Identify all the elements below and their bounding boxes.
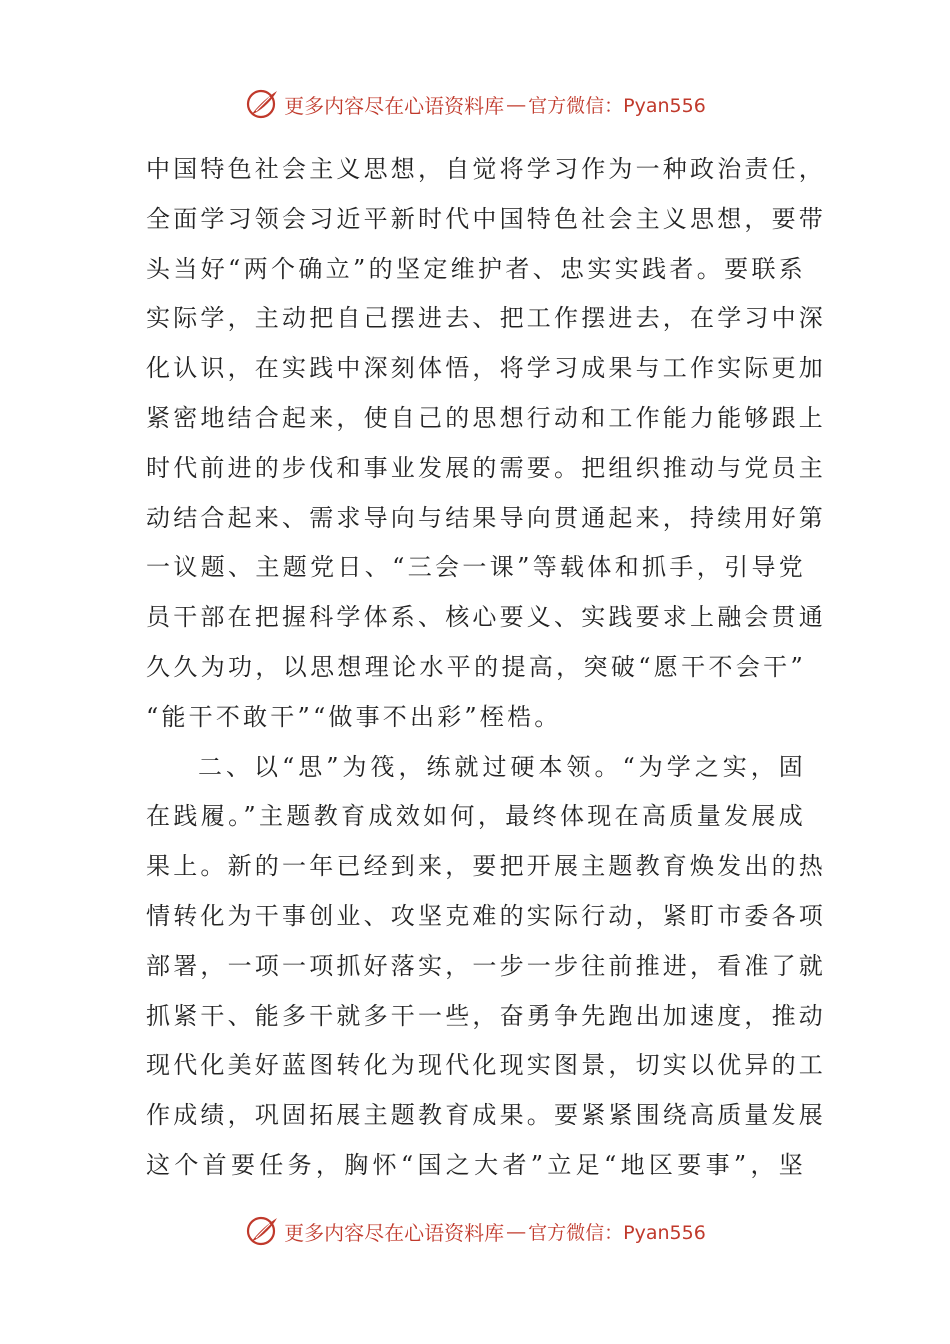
body-line: 紧密地结合起来，使自己的思想行动和工作能力能够跟上	[146, 403, 826, 432]
footer-banner	[0, 1211, 950, 1251]
body-line: 现代化美好蓝图转化为现代化现实图景，切实以优异的工	[146, 1051, 826, 1080]
banner-separator: —	[506, 1219, 527, 1243]
body-line: 在践履。”主题教育成效如何，最终体现在高质量发展成	[146, 802, 806, 831]
body-line: 情转化为干事创业、攻坚克难的实际行动，紧盯市委各项	[146, 901, 826, 930]
quill-logo-icon	[244, 1213, 280, 1249]
body-line: “能干不敢干”“做事不出彩”桎梏。	[146, 702, 562, 731]
body-line: 全面学习领会习近平新时代中国特色社会主义思想，要带	[146, 204, 826, 233]
banner-separator: —	[506, 92, 527, 116]
banner-wechat-text: 官方微信：Pyan556	[528, 1221, 706, 1244]
body-line: 实际学，主动把自己摆进去、把工作摆进去，在学习中深	[146, 304, 826, 333]
body-line: 抓紧干、能多干就多干一些，奋勇争先跑出加速度，推动	[146, 1001, 826, 1030]
body-line: 作成绩，巩固拓展主题教育成果。要紧紧围绕高质量发展	[146, 1101, 826, 1130]
body-line: 中国特色社会主义思想，自觉将学习作为一种政治责任，	[146, 155, 826, 183]
body-line: 部署，一项一项抓好落实，一步一步往前推进，看准了就	[146, 951, 826, 980]
banner-brand-text: 更多内容尽在心语资料库	[284, 1220, 505, 1245]
body-line: 果上。新的一年已经到来，要把开展主题教育焕发出的热	[146, 852, 826, 881]
body-line: 时代前进的步伐和事业发展的需要。把组织推动与党员主	[146, 453, 826, 482]
document-body	[146, 145, 826, 1191]
body-line: 这个首要任务，胸怀“国之大者”立足“地区要事”，坚	[146, 1150, 806, 1179]
body-line: 久久为功，以思想理论水平的提高，突破“愿干不会干”	[146, 652, 806, 681]
body-line: 员干部在把握科学体系、核心要义、实践要求上融会贯通	[146, 603, 826, 632]
banner-brand-text: 更多内容尽在心语资料库	[284, 93, 505, 118]
header-banner	[0, 84, 950, 124]
body-line: 动结合起来、需求导向与结果导向贯通起来，持续用好第	[146, 503, 826, 532]
banner-wechat-text: 官方微信：Pyan556	[528, 94, 706, 117]
body-line: 一议题、主题党日、“三会一课”等载体和抓手，引导党	[146, 553, 806, 582]
quill-logo-icon	[244, 86, 280, 122]
section-heading-line: 二、以“思”为筏，练就过硬本领。“为学之实，固	[198, 752, 806, 781]
body-line: 化认识，在实践中深刻体悟，将学习成果与工作实际更加	[146, 354, 826, 383]
body-line: 头当好“两个确立”的坚定维护者、忠实实践者。要联系	[146, 254, 806, 283]
